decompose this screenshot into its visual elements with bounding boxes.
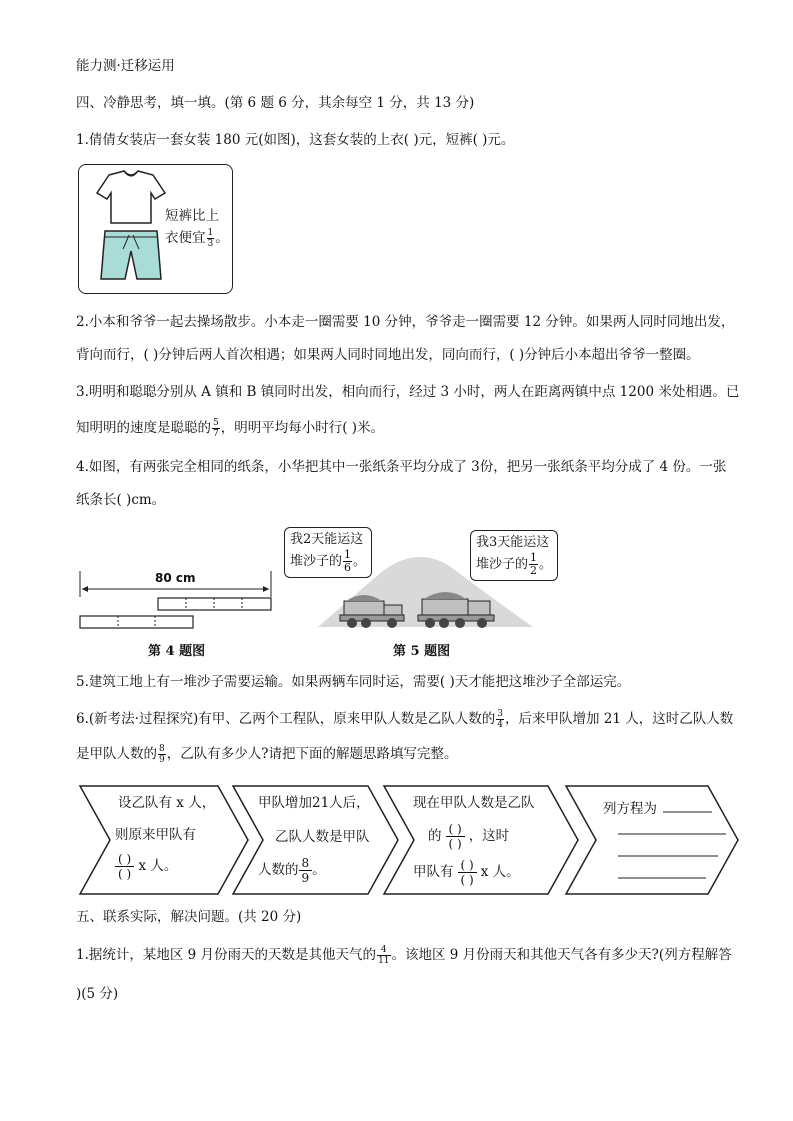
- fraction-denominator: ( ): [448, 837, 462, 851]
- step3-text-a: 的: [428, 828, 442, 844]
- fraction-denominator: 9: [301, 871, 310, 885]
- q6-text-d: ，乙队有多少人?请把下面的解题思路填写完整。: [166, 746, 458, 762]
- question-4-1: 1.倩倩女装店一套女装 180 元(如图)，这套女装的上衣( )元，短裤( )元。: [76, 132, 515, 148]
- bubble1-text: 堆沙子的: [290, 554, 343, 569]
- fraction-denominator: 4: [497, 720, 503, 730]
- step2-line2: 乙队人数是甲队: [275, 829, 370, 845]
- fraction-four-elevenths: [377, 945, 390, 966]
- clothing-figure: [78, 164, 233, 294]
- step2-line3: [258, 856, 326, 885]
- fraction-one-half: [529, 552, 538, 577]
- fraction-numerator: 1: [344, 548, 352, 561]
- fraction-numerator: ( ): [446, 822, 465, 837]
- fraction-numerator: 8: [159, 744, 165, 754]
- step2-end: 。: [312, 862, 326, 878]
- fraction-denominator: 7: [213, 429, 219, 439]
- fraction-denominator: 11: [378, 956, 390, 966]
- bubble2-line2: [476, 552, 552, 577]
- q6-text-b: ，后来甲队增加 21 人，这时乙队人数: [504, 711, 734, 727]
- step4-line1: 列方程为: [603, 801, 657, 817]
- strip-length-label: 80 cm: [155, 571, 196, 585]
- q6-text-a: 6.(新考法·过程探究)有甲、乙两个工程队，原来甲队人数是乙队人数的: [76, 711, 496, 727]
- shirt-icon: [97, 171, 165, 223]
- fraction-numerator: 8: [299, 856, 313, 871]
- fraction-numerator: 3: [497, 709, 503, 719]
- q3-text-b: ，明明平均每小时行( )米。: [220, 420, 385, 436]
- question-4-4-line2: 纸条长( )cm。: [76, 492, 166, 508]
- step3-text-c: 甲队有: [413, 864, 454, 880]
- fraction-eight-ninths: [158, 744, 166, 765]
- step2-line1: 甲队增加21人后，: [258, 795, 370, 811]
- question-4-6-line2: [76, 744, 457, 765]
- step1-line1: 设乙队有 x 人，: [118, 795, 216, 811]
- step1-line2: 则原来甲队有: [115, 827, 196, 843]
- step2-text: 人数的: [258, 862, 299, 878]
- bubble1-line1: 我2天能运这: [290, 532, 364, 547]
- question-5-1-line2: )(5 分): [76, 986, 119, 1002]
- step3-blank-fraction-2: [458, 858, 477, 887]
- bubble1-line2: [290, 549, 366, 574]
- step3-text-b: ，这时: [468, 828, 510, 844]
- clothing-note-end: 。: [215, 230, 229, 246]
- bubble2-end: 。: [539, 557, 553, 572]
- q6-text-c: 是甲队人数的: [76, 746, 157, 762]
- figure-4-caption: 第 4 题图: [148, 644, 206, 659]
- question-5-1-line1: [76, 945, 732, 966]
- clothing-note: [165, 205, 229, 249]
- step1-line3: [115, 852, 177, 881]
- s5q1-text-a: 1.据统计，某地区 9 月份雨天的天数是其他天气的: [76, 947, 377, 963]
- clothing-note-line1: 短裤比上: [165, 208, 219, 224]
- fraction-numerator: 4: [377, 945, 390, 956]
- question-4-2-line1: 2.小本和爷爷一起去操场散步。小本走一圈需要 10 分钟，爷爷走一圈需要 12 分钟。如果两人同时同地出发，: [76, 314, 735, 330]
- question-4-3-line1: 3.明明和聪聪分别从 A 镇和 B 镇同时出发，相向而行，经过 3 小时，两人在距离两镇中点 1200 米处相遇。已: [76, 384, 740, 400]
- step1-end: x 人。: [138, 858, 178, 874]
- fraction-numerator: ( ): [115, 852, 134, 867]
- step3-blank-fraction: [446, 822, 465, 851]
- strip-bottom: [80, 616, 193, 628]
- fraction-one-third: [207, 228, 215, 249]
- step3-line3: [413, 858, 520, 887]
- fraction-three-quarters: [496, 709, 504, 730]
- question-4-5: 5.建筑工地上有一堆沙子需要运输。如果两辆车同时运，需要( )天才能把这堆沙子全部运完。: [76, 674, 631, 690]
- clothing-note-text: 衣便宜: [165, 230, 206, 246]
- step3-end: x 人。: [480, 864, 520, 880]
- question-4-3-line2: [76, 418, 384, 439]
- clothing-note-line2: [165, 227, 229, 249]
- bubble1-end: 。: [353, 554, 367, 569]
- bubble2-line1: 我3天能运这: [476, 535, 550, 550]
- shorts-icon: [101, 231, 161, 279]
- q3-text-a: 知明明的速度是聪聪的: [76, 420, 211, 436]
- step1-blank-fraction: [115, 852, 134, 881]
- bubble2-text: 堆沙子的: [476, 557, 529, 572]
- step3-line2: [428, 822, 509, 851]
- fraction-numerator: 1: [207, 228, 214, 238]
- question-4-2-line2: 背向而行，( )分钟后两人首次相遇；如果两人同时同地出发，同向而行，( )分钟后小本超出爷爷一整圈。: [76, 347, 700, 363]
- truck-2-speech-bubble: [470, 530, 558, 581]
- fraction-one-sixth: [343, 549, 352, 574]
- fraction-eight-ninths-step: [299, 856, 313, 885]
- s5q1-text-b: 。该地区 9 月份雨天和其他天气各有多少天?(列方程解答: [391, 947, 732, 963]
- section4-title: 四、冷静思考，填一填。(第 6 题 6 分，其余每空 1 分，共 13 分): [76, 95, 475, 111]
- fraction-denominator: ( ): [118, 867, 132, 881]
- fraction-denominator: 2: [530, 564, 538, 577]
- question-4-6-line1: [76, 709, 733, 730]
- truck-1-speech-bubble: [284, 527, 372, 578]
- fraction-denominator: 6: [344, 561, 352, 574]
- step3-line1: 现在甲队人数是乙队: [413, 795, 535, 811]
- fraction-numerator: ( ): [458, 858, 477, 873]
- fraction-five-sevenths: [212, 418, 220, 439]
- figure-5-caption: 第 5 题图: [393, 644, 451, 659]
- section-label: 能力测·迁移运用: [76, 58, 175, 74]
- fraction-denominator: 9: [159, 755, 165, 765]
- fraction-denominator: 3: [207, 239, 214, 249]
- fraction-numerator: 5: [213, 418, 219, 428]
- section5-title: 五、联系实际，解决问题。(共 20 分): [76, 909, 302, 925]
- question-4-4-line1: 4.如图，有两张完全相同的纸条，小华把其中一张纸条平均分成了 3份，把另一张纸条平均分成了 4 份。一张: [76, 459, 727, 475]
- fraction-numerator: 1: [530, 551, 538, 564]
- fraction-denominator: ( ): [460, 873, 474, 887]
